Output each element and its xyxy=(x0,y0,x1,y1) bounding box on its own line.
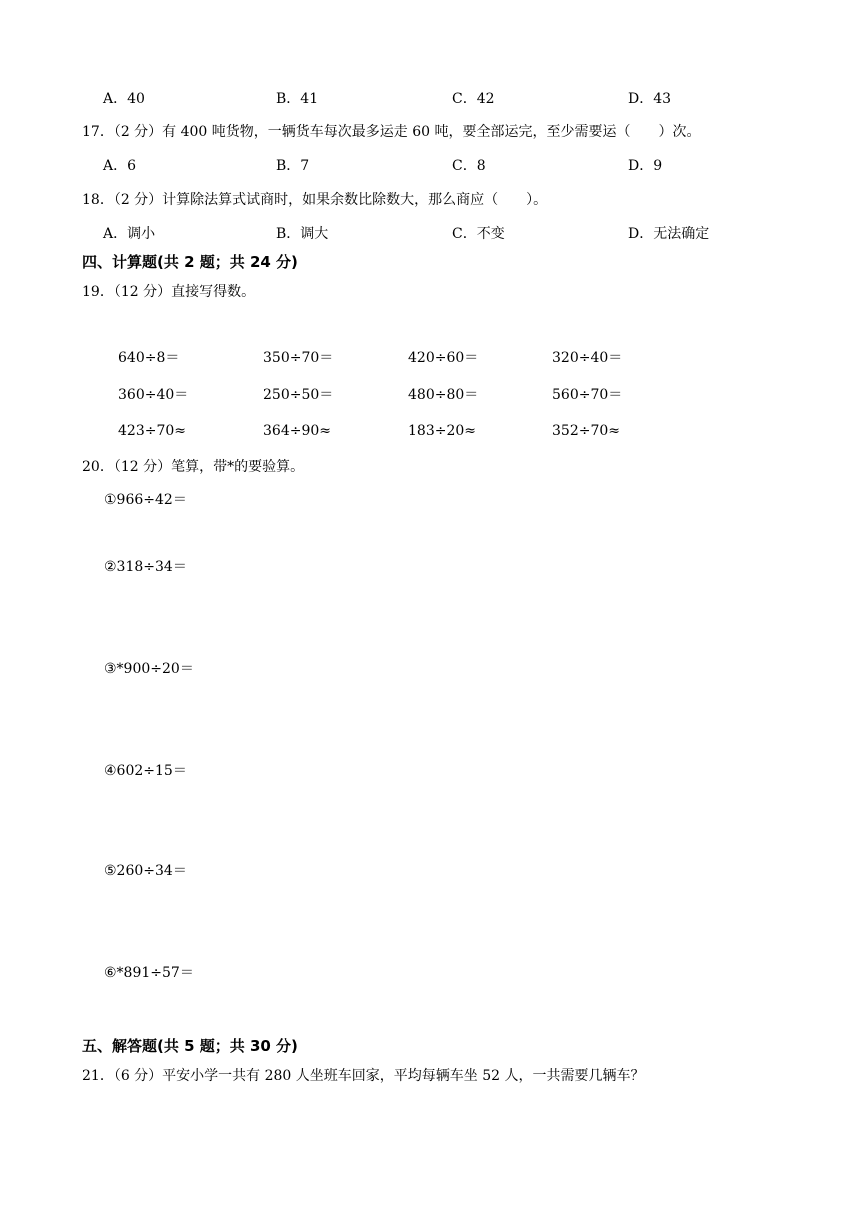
q17-option-d[interactable]: D．9 xyxy=(628,158,663,174)
q19-question: 19．（12 分）直接写得数。 xyxy=(82,284,256,300)
section-5-heading: 五、解答题(共 5 题；共 30 分) xyxy=(82,1037,298,1055)
q19-expression: 640÷8＝ xyxy=(118,350,180,366)
q19-expression: 423÷70≈ xyxy=(118,423,186,439)
q20-item-2: ②318÷34＝ xyxy=(104,559,187,575)
q17-option-a[interactable]: A．6 xyxy=(103,158,137,174)
q20-item-1: ①966÷42＝ xyxy=(104,492,187,508)
q19-expression: 364÷90≈ xyxy=(263,423,331,439)
q20-item-5: ⑤260÷34＝ xyxy=(104,863,187,879)
q19-expression: 352÷70≈ xyxy=(552,423,620,439)
q21-question: 21．（6 分）平安小学一共有 280 人坐班车回家，平均每辆车坐 52 人，一共需要几辆车？ xyxy=(82,1068,645,1084)
q19-expression: 480÷80＝ xyxy=(408,387,479,403)
q19-expression: 350÷70＝ xyxy=(263,350,334,366)
q19-expression: 183÷20≈ xyxy=(408,423,476,439)
q16-option-a[interactable]: A．40 xyxy=(103,91,145,107)
q18-option-c[interactable]: C．不变 xyxy=(452,226,505,242)
q19-expression: 420÷60＝ xyxy=(408,350,479,366)
q18-option-b[interactable]: B．调大 xyxy=(276,226,329,242)
section-4-heading: 四、计算题(共 2 题；共 24 分) xyxy=(82,253,298,271)
q20-question: 20．（12 分）笔算，带*的要验算。 xyxy=(82,459,305,475)
q18-option-d[interactable]: D．无法确定 xyxy=(628,226,710,242)
q20-item-3: ③*900÷20＝ xyxy=(104,661,194,677)
q20-item-4: ④602÷15＝ xyxy=(104,763,187,779)
q19-expression: 320÷40＝ xyxy=(552,350,623,366)
q17-question: 17．（2 分）有 400 吨货物，一辆货车每次最多运走 60 吨，要全部运完，至少需要运（ ）次。 xyxy=(82,124,701,140)
q19-expression: 560÷70＝ xyxy=(552,387,623,403)
q17-option-c[interactable]: C．8 xyxy=(452,158,486,174)
q16-option-b[interactable]: B．41 xyxy=(276,91,319,107)
q19-expression: 250÷50＝ xyxy=(263,387,334,403)
q16-option-c[interactable]: C．42 xyxy=(452,91,495,107)
q16-option-d[interactable]: D．43 xyxy=(628,91,672,107)
q18-question: 18．（2 分）计算除法算式试商时，如果余数比除数大，那么商应（ ）。 xyxy=(82,192,548,208)
q17-option-b[interactable]: B．7 xyxy=(276,158,310,174)
q20-item-6: ⑥*891÷57＝ xyxy=(104,965,194,981)
q18-option-a[interactable]: A．调小 xyxy=(103,226,156,242)
q19-expression: 360÷40＝ xyxy=(118,387,189,403)
